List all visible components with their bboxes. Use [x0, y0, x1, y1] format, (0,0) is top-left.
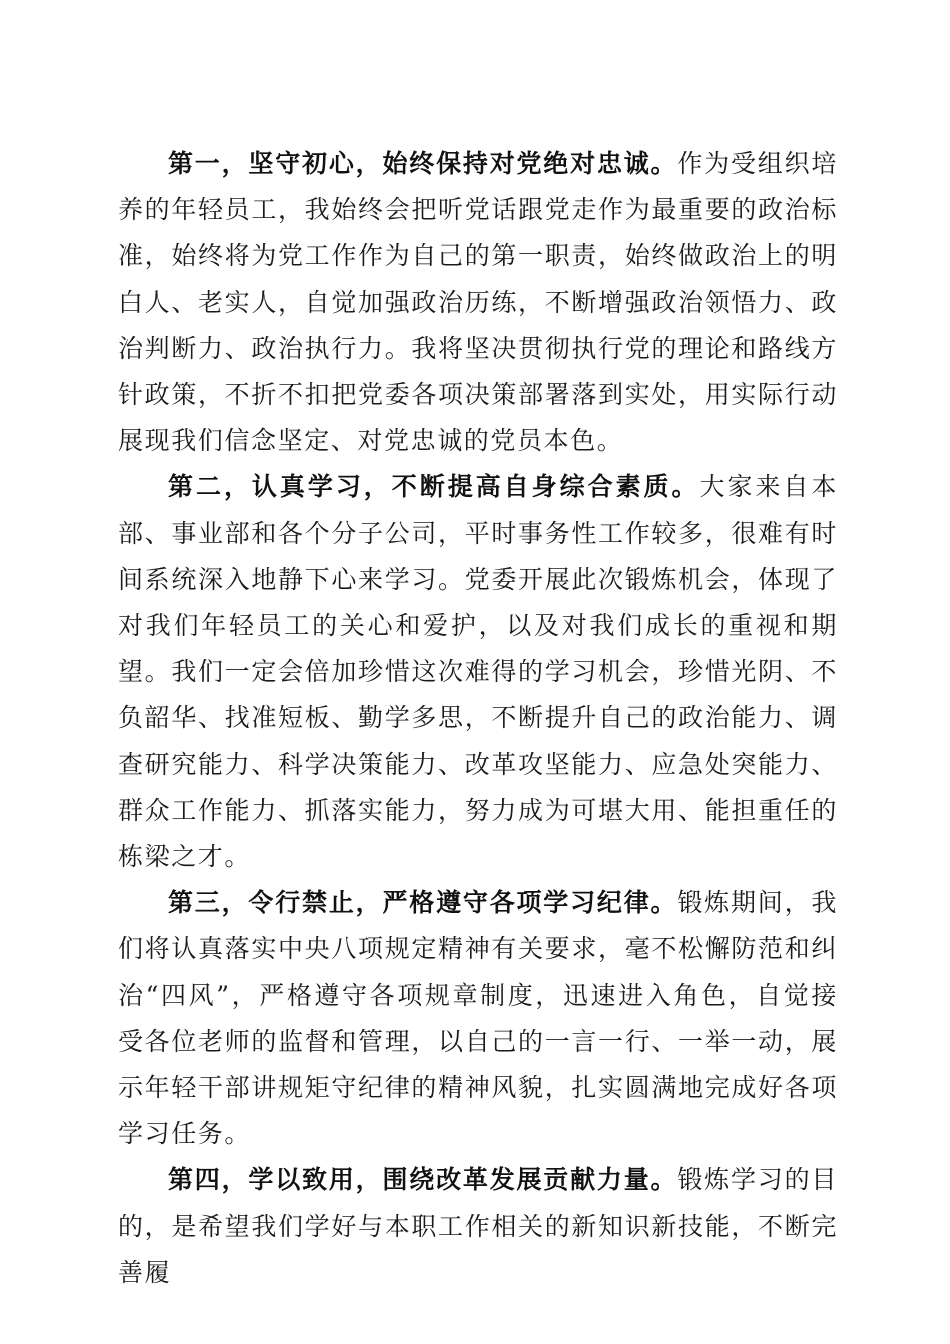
paragraph-4 [118, 1157, 838, 1296]
paragraph-2-body: 大家来自本部、事业部和各个分子公司，平时事务性工作较多，很难有时间系统深入地静下心来学习。党委开展此次锻炼机会，体现了对我们年轻员工的关心和爱护，以及对我们成长的重视和期望。我们一定会倍加珍惜这次难得的学习机会，珍惜光阴、不负韶华、找准短板、勤学多思，不断提升自己的政治能力、调查研究能力、科学决策能力、改革攻坚能力、应急处突能力、群众工作能力、抓落实能力，努力成为可堪大用、能担重任的栋梁之才。 [118, 472, 838, 872]
paragraph-1-lead: 第一，坚守初心，始终保持对党绝对忠诚。 [168, 149, 678, 178]
paragraph-1 [118, 141, 838, 464]
paragraph-3 [118, 880, 838, 1157]
paragraph-4-lead: 第四，学以致用，围绕改革发展贡献力量。 [168, 1165, 678, 1195]
paragraph-2 [118, 464, 838, 880]
paragraph-4-body: 锻炼学习的目的，是希望我们学好与本职工作相关的新知识新技能，不断完善履 [118, 1165, 838, 1287]
paragraph-3-body: 锻炼期间，我们将认真落实中央八项规定精神有关要求，毫不松懈防范和纠治“四风”，严格遵守各项规章制度，迅速进入角色，自觉接受各位老师的监督和管理，以自己的一言一行、一举一动，展示年轻干部讲规矩守纪律的精神风貌，扎实圆满地完成好各项学习任务。 [118, 888, 838, 1149]
paragraph-3-lead: 第三，令行禁止，严格遵守各项学习纪律。 [168, 888, 678, 918]
paragraph-1-body: 作为受组织培养的年轻员工，我始终会把听党话跟党走作为最重要的政治标准，始终将为党工作作为自己的第一职责，始终做政治上的明白人、老实人，自觉加强政治历练，不断增强政治领悟力、政治判断力、政治执行力。我将坚决贯彻执行党的理论和路线方针政策，不折不扣把党委各项决策部署落到实处，用实际行动展现我们信念坚定、对党忠诚的党员本色。 [118, 149, 838, 456]
document-body [118, 141, 838, 1296]
paragraph-2-lead: 第二，认真学习，不断提高自身综合素质。 [168, 472, 700, 502]
